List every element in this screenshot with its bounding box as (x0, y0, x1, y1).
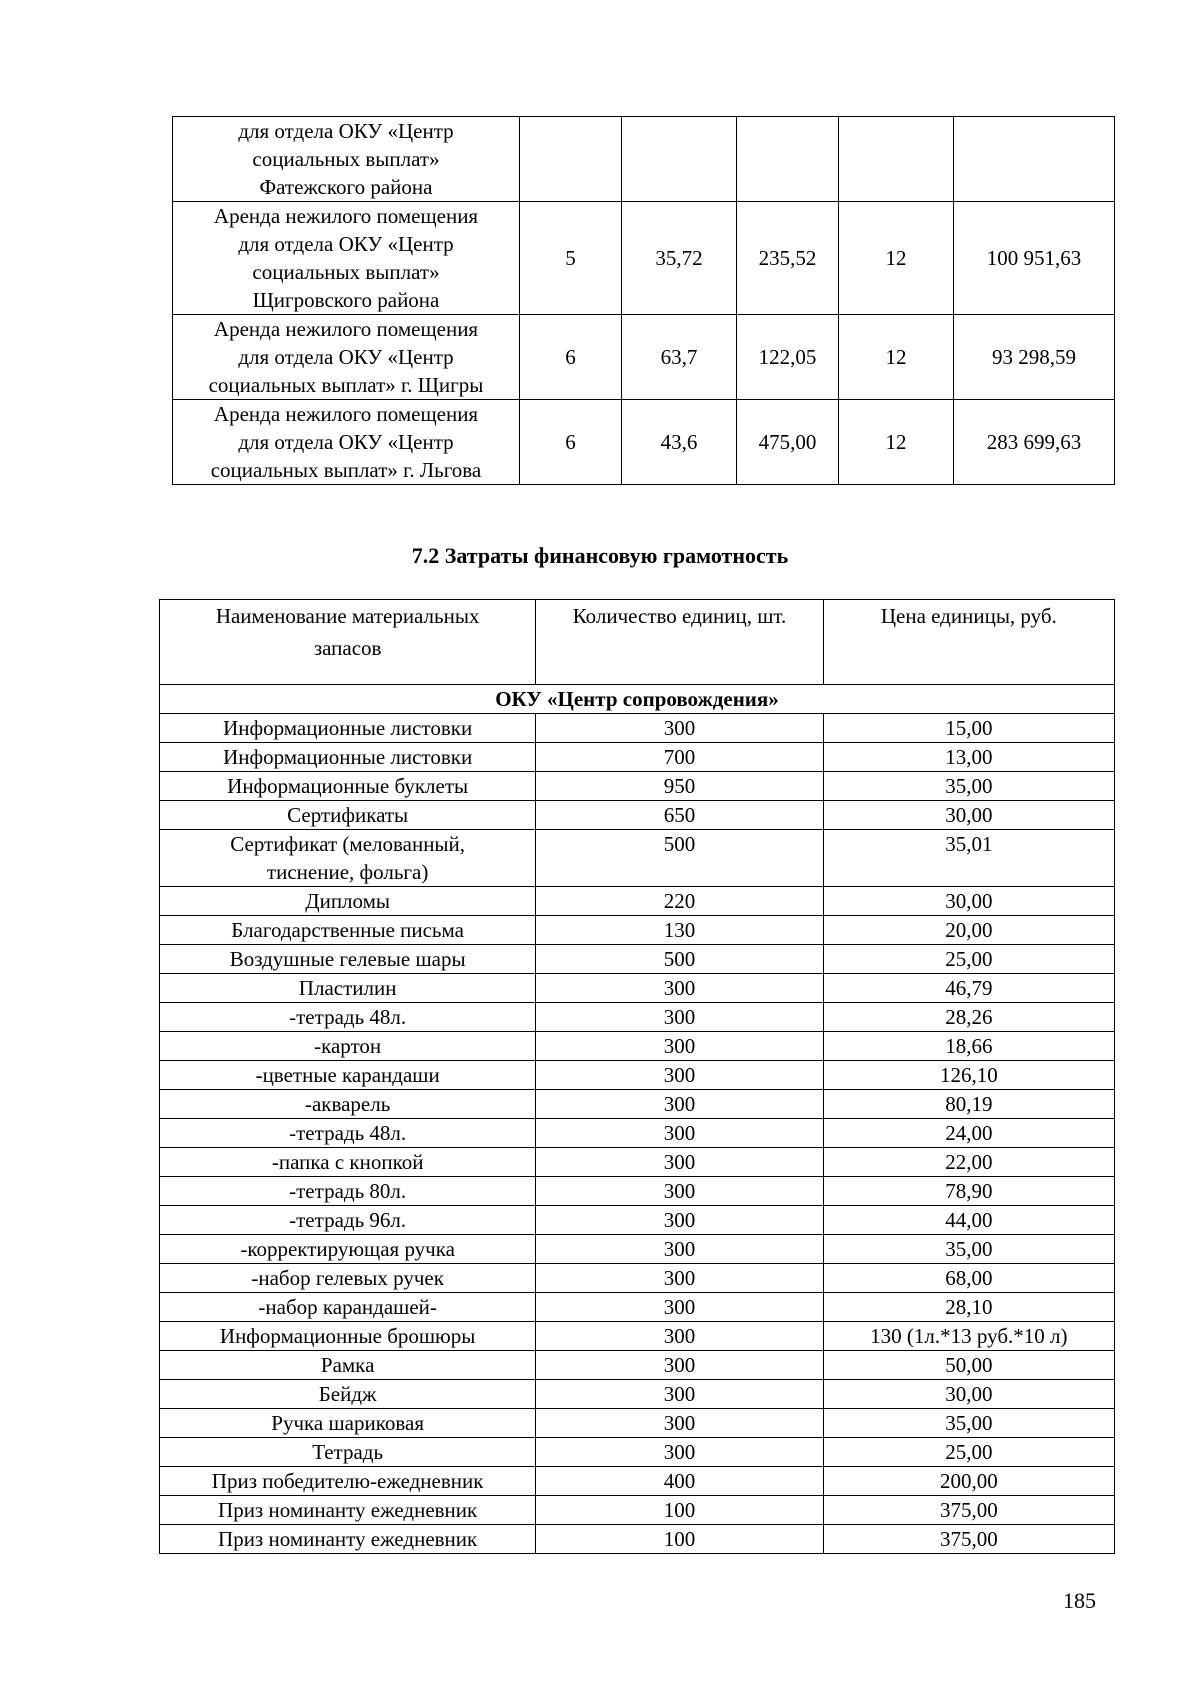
table-row (160, 743, 1115, 772)
item-price: 35,01 (823, 830, 1114, 887)
table-row (160, 1322, 1115, 1351)
table-row (160, 830, 1115, 887)
row-cell-c2: 43,6 (622, 400, 737, 485)
row-cell-c1: 5 (520, 202, 622, 315)
item-price: 130 (1л.*13 руб.*10 л) (823, 1322, 1114, 1351)
section-row (160, 685, 1115, 714)
table-row (160, 1090, 1115, 1119)
item-qty: 300 (536, 1235, 823, 1264)
table-row (160, 1032, 1115, 1061)
item-name (160, 743, 536, 772)
table-row (160, 1177, 1115, 1206)
row-cell-c4: 12 (839, 400, 954, 485)
item-name-line: -тетрадь 48л. (289, 1121, 407, 1145)
table-row (173, 117, 1115, 202)
item-price: 25,00 (823, 945, 1114, 974)
header-name-line1: Наименование материальных (215, 604, 480, 628)
item-name (160, 945, 536, 974)
item-name (160, 974, 536, 1003)
row-cell-c2: 63,7 (622, 315, 737, 400)
item-name (160, 916, 536, 945)
item-name-line: Информационные листовки (223, 716, 473, 740)
row-cell-c4: 12 (839, 202, 954, 315)
item-qty: 130 (536, 916, 823, 945)
item-name-line: -тетрадь 96л. (289, 1208, 407, 1232)
row-name (173, 400, 520, 485)
row-cell-c5 (954, 117, 1115, 202)
item-qty: 300 (536, 1090, 823, 1119)
item-qty: 400 (536, 1467, 823, 1496)
table-row (160, 1351, 1115, 1380)
item-name-line: -корректирующая ручка (240, 1237, 455, 1261)
table-row (160, 1525, 1115, 1554)
item-price: 80,19 (823, 1090, 1114, 1119)
header-name-line2: запасов (313, 636, 382, 660)
item-name-line: Информационные брошюры (219, 1324, 476, 1348)
row-cell-c1: 6 (520, 400, 622, 485)
table-row (160, 1264, 1115, 1293)
item-name-line: Дипломы (305, 889, 391, 913)
table-row (160, 1119, 1115, 1148)
item-qty: 300 (536, 1293, 823, 1322)
table-row (173, 202, 1115, 315)
item-name (160, 1061, 536, 1090)
item-qty: 300 (536, 1032, 823, 1061)
item-name (160, 1148, 536, 1177)
item-name-line: Воздушные гелевые шары (229, 947, 466, 971)
table-row (160, 1496, 1115, 1525)
item-name (160, 1264, 536, 1293)
header-qty: Количество единиц, шт. (536, 600, 823, 685)
item-name (160, 887, 536, 916)
table-row (160, 1438, 1115, 1467)
item-name (160, 1003, 536, 1032)
row-cell-c5: 93 298,59 (954, 315, 1115, 400)
section-heading: 7.2 Затраты финансовую грамотность (411, 543, 789, 568)
item-qty: 300 (536, 1206, 823, 1235)
item-price: 24,00 (823, 1119, 1114, 1148)
item-price: 18,66 (823, 1032, 1114, 1061)
item-price: 35,00 (823, 1235, 1114, 1264)
item-qty: 500 (536, 945, 823, 974)
item-name-line: Рамка (320, 1353, 375, 1377)
table-row (160, 1206, 1115, 1235)
row-name (173, 315, 520, 400)
row-cell-c3 (737, 117, 839, 202)
table-row (160, 1409, 1115, 1438)
item-price: 25,00 (823, 1438, 1114, 1467)
table-row (160, 945, 1115, 974)
item-qty: 300 (536, 1119, 823, 1148)
table-row (160, 714, 1115, 743)
item-price: 68,00 (823, 1264, 1114, 1293)
item-qty: 300 (536, 1003, 823, 1032)
item-price: 126,10 (823, 1061, 1114, 1090)
item-name (160, 1177, 536, 1206)
item-qty: 300 (536, 1177, 823, 1206)
item-name (160, 801, 536, 830)
rent-table (172, 116, 1115, 485)
table-row (160, 1293, 1115, 1322)
table-row (160, 1003, 1115, 1032)
item-name (160, 1119, 536, 1148)
item-qty: 100 (536, 1525, 823, 1554)
row-cell-c1 (520, 117, 622, 202)
item-price: 200,00 (823, 1467, 1114, 1496)
row-name-line: Аренда нежилого помещения (213, 317, 479, 341)
supplies-table (159, 599, 1115, 1554)
table-row (160, 1467, 1115, 1496)
table-row (160, 772, 1115, 801)
item-qty: 100 (536, 1496, 823, 1525)
item-name-line: -картон (314, 1034, 382, 1058)
table-row (160, 801, 1115, 830)
item-price: 20,00 (823, 916, 1114, 945)
row-cell-c5: 283 699,63 (954, 400, 1115, 485)
row-name-line: для отдела ОКУ «Центр (238, 119, 454, 143)
row-name-line: социальных выплат» г. Льгова (210, 458, 482, 482)
item-qty: 300 (536, 1148, 823, 1177)
item-price: 375,00 (823, 1525, 1114, 1554)
item-name-line2: тиснение, фольга) (266, 860, 429, 884)
table-row (160, 1061, 1115, 1090)
item-name (160, 1380, 536, 1409)
row-name-line: Щигровского района (252, 288, 440, 312)
item-qty: 300 (536, 1409, 823, 1438)
row-name-line: для отдела ОКУ «Центр (238, 430, 454, 454)
item-name-line: -набор карандашей- (258, 1295, 437, 1319)
row-cell-c4 (839, 117, 954, 202)
item-price: 22,00 (823, 1148, 1114, 1177)
row-cell-c4: 12 (839, 315, 954, 400)
item-name-line: -тетрадь 48л. (289, 1005, 407, 1029)
table-row (160, 1380, 1115, 1409)
item-qty: 220 (536, 887, 823, 916)
item-name-line: Приз номинанту ежедневник (218, 1498, 478, 1522)
item-qty: 300 (536, 1380, 823, 1409)
row-name-line: Аренда нежилого помещения (213, 402, 479, 426)
item-price: 28,26 (823, 1003, 1114, 1032)
row-name-line: для отдела ОКУ «Центр (238, 345, 454, 369)
item-price: 30,00 (823, 1380, 1114, 1409)
row-name-line: для отдела ОКУ «Центр (238, 232, 454, 256)
item-qty: 650 (536, 801, 823, 830)
row-name-line: социальных выплат» г. Щигры (208, 373, 484, 397)
item-qty: 950 (536, 772, 823, 801)
item-price: 44,00 (823, 1206, 1114, 1235)
row-cell-c3: 235,52 (737, 202, 839, 315)
table-row (173, 315, 1115, 400)
item-price: 15,00 (823, 714, 1114, 743)
item-price: 50,00 (823, 1351, 1114, 1380)
item-qty: 300 (536, 1438, 823, 1467)
item-name-line: Благодарственные письма (231, 918, 464, 942)
item-qty: 300 (536, 1351, 823, 1380)
table-row (160, 916, 1115, 945)
item-name (160, 1438, 536, 1467)
item-qty: 300 (536, 974, 823, 1003)
row-name (173, 202, 520, 315)
row-cell-c3: 475,00 (737, 400, 839, 485)
item-price: 35,00 (823, 772, 1114, 801)
item-name (160, 1351, 536, 1380)
row-cell-c2: 35,72 (622, 202, 737, 315)
item-name (160, 1467, 536, 1496)
table-row (160, 887, 1115, 916)
item-name (160, 1496, 536, 1525)
item-name-line: -папка с кнопкой (271, 1150, 424, 1174)
item-price: 46,79 (823, 974, 1114, 1003)
item-name (160, 714, 536, 743)
item-name-line: Тетрадь (312, 1440, 384, 1464)
table-row (173, 400, 1115, 485)
item-name (160, 830, 536, 887)
item-name (160, 1090, 536, 1119)
item-price: 375,00 (823, 1496, 1114, 1525)
item-name-line: -тетрадь 80л. (289, 1179, 407, 1203)
item-name-line: -набор гелевых ручек (251, 1266, 444, 1290)
row-cell-c3: 122,05 (737, 315, 839, 400)
page-number: 185 (1063, 1588, 1096, 1613)
item-name (160, 1206, 536, 1235)
item-price: 78,90 (823, 1177, 1114, 1206)
item-qty: 700 (536, 743, 823, 772)
row-cell-c1: 6 (520, 315, 622, 400)
table-row (160, 1148, 1115, 1177)
item-price: 30,00 (823, 887, 1114, 916)
table-row (160, 1235, 1115, 1264)
row-name-line: социальных выплат» (252, 260, 440, 284)
item-name-line: Приз номинанту ежедневник (218, 1527, 478, 1551)
header-price: Цена единицы, руб. (823, 600, 1114, 685)
table-header-row (160, 600, 1115, 685)
item-name-line: Сертификат (мелованный, (230, 832, 466, 856)
item-price: 30,00 (823, 801, 1114, 830)
item-name (160, 1322, 536, 1351)
item-qty: 300 (536, 1264, 823, 1293)
item-name (160, 1235, 536, 1264)
item-name (160, 1409, 536, 1438)
item-name-line: Ручка шариковая (271, 1411, 424, 1435)
item-price: 13,00 (823, 743, 1114, 772)
row-cell-c2 (622, 117, 737, 202)
item-qty: 500 (536, 830, 823, 887)
row-name-line: Аренда нежилого помещения (213, 204, 479, 228)
item-name-line: -цветные карандаши (255, 1063, 440, 1087)
item-name (160, 1032, 536, 1061)
section-title: ОКУ «Центр сопровождения» (160, 685, 1115, 714)
item-name-line: Сертификаты (287, 803, 409, 827)
item-name (160, 772, 536, 801)
item-qty: 300 (536, 1322, 823, 1351)
item-name-line: Пластилин (298, 976, 397, 1000)
item-name (160, 1293, 536, 1322)
item-price: 28,10 (823, 1293, 1114, 1322)
item-qty: 300 (536, 1061, 823, 1090)
item-price: 35,00 (823, 1409, 1114, 1438)
item-name (160, 1525, 536, 1554)
item-name-line: -акварель (304, 1092, 391, 1116)
item-name-line: Бейдж (318, 1382, 377, 1406)
row-name (173, 117, 520, 202)
row-name-line: социальных выплат» (252, 147, 440, 171)
header-name (160, 600, 536, 685)
table-row (160, 974, 1115, 1003)
item-qty: 300 (536, 714, 823, 743)
item-name-line: Информационные буклеты (227, 774, 469, 798)
row-name-line: Фатежского района (259, 175, 433, 199)
row-cell-c5: 100 951,63 (954, 202, 1115, 315)
item-name-line: Информационные листовки (223, 745, 473, 769)
item-name-line: Приз победителю-ежедневник (211, 1469, 484, 1493)
